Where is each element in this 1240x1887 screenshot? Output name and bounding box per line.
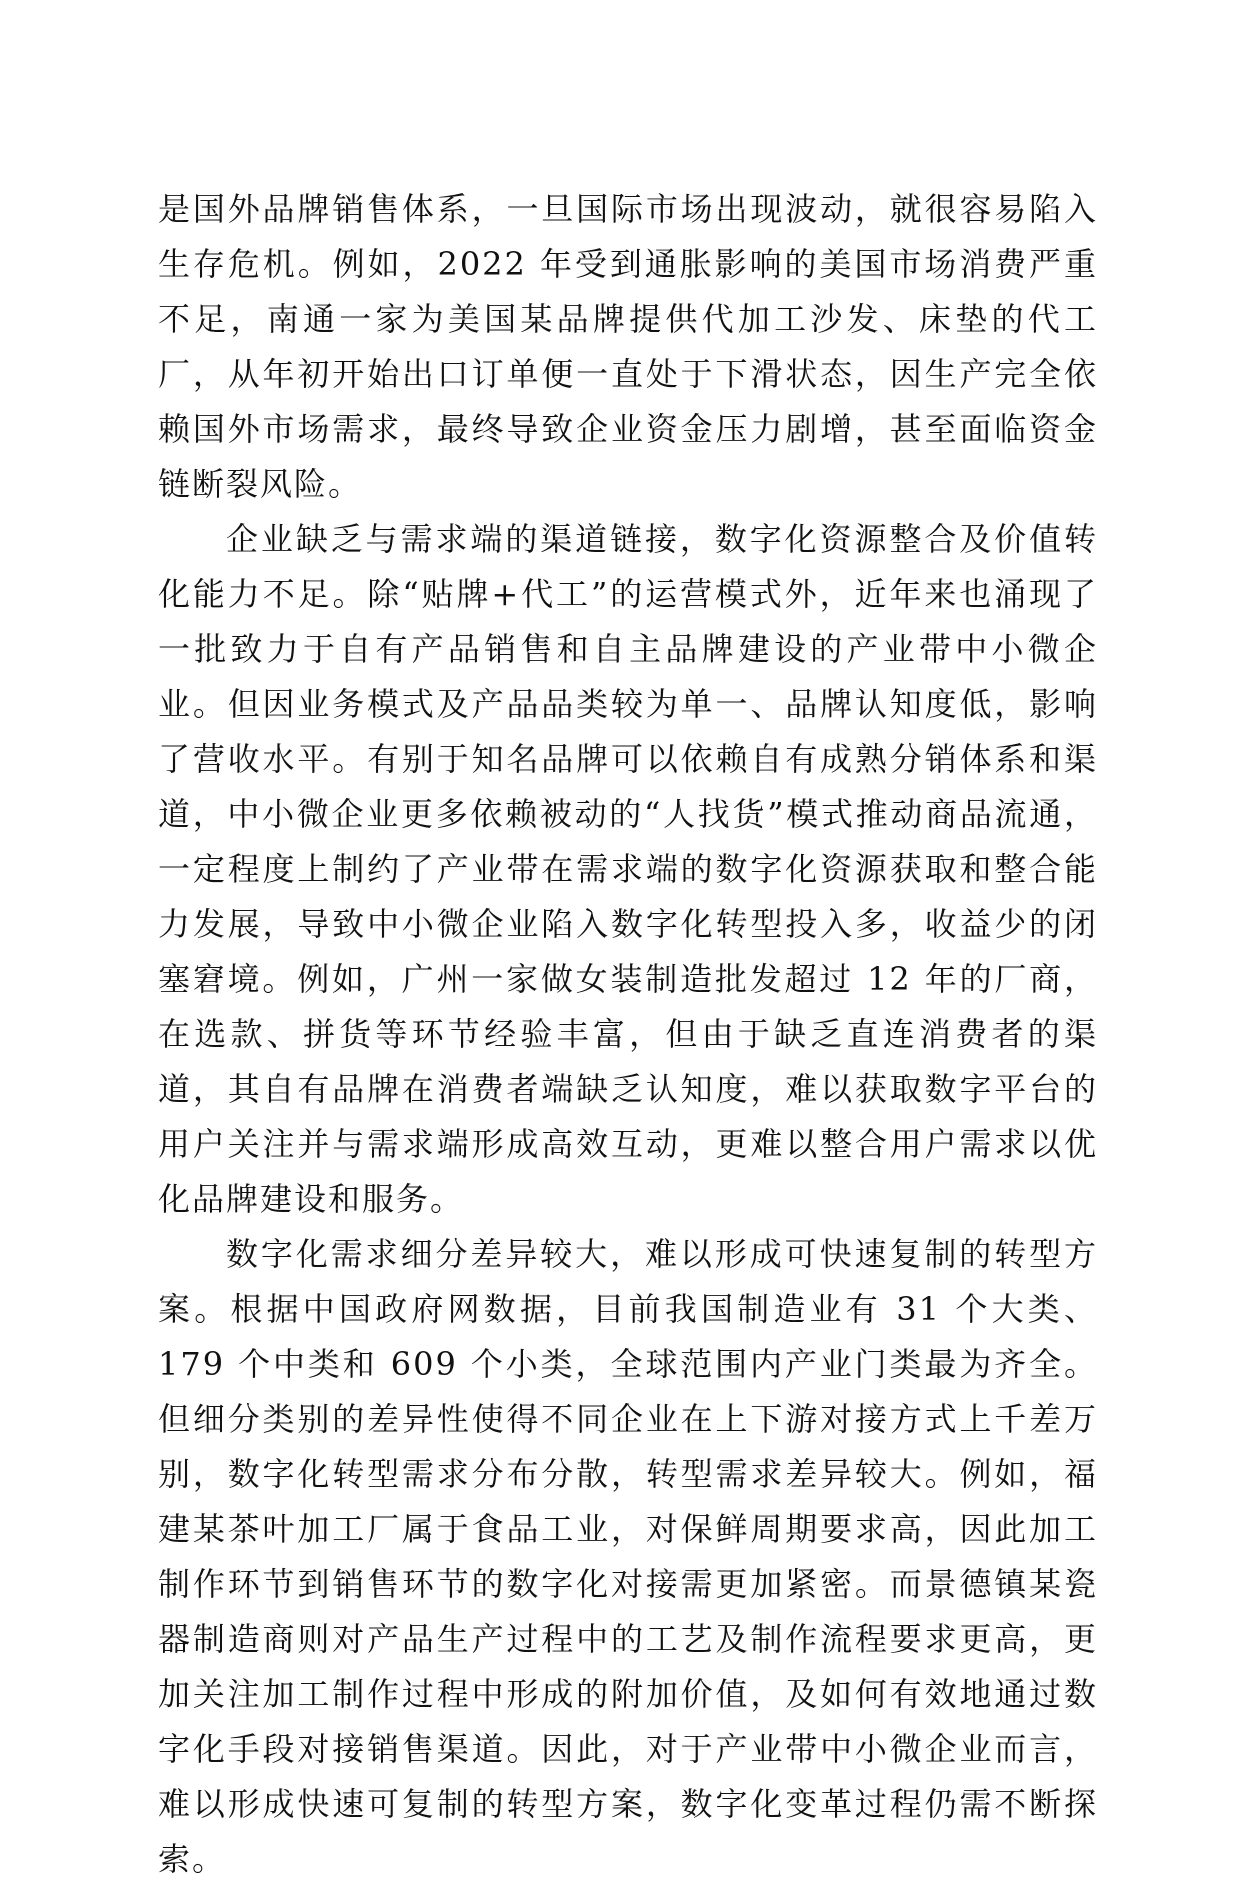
document-page: [158, 182, 1098, 1887]
paragraph-demand-differences: 数字化需求细分差异较大，难以形成可快速复制的转型方案。根据中国政府网数据，目前我国制造业有 31 个大类、179 个中类和 609 个小类，全球范围内产业门类最为齐全。但细分类别的差异性使得不同企业在上下游对接方式上千差万别，数字化转型需求分布分散，转型需求差异较大。例如，福建某茶叶加工厂属于食品工业，对保鲜周期要求高，因此加工制作环节到销售环节的数字化对接需更加紧密。而景德镇某瓷器制造商则对产品生产过程中的工艺及制作流程要求更高，更加关注加工制作过程中形成的附加价值，及如何有效地通过数字化手段对接销售渠道。因此，对于产业带中小微企业而言，难以形成快速可复制的转型方案，数字化变革过程仍需不断探索。: [158, 1235, 1098, 1878]
paragraph-continuation: 是国外品牌销售体系，一旦国际市场出现波动，就很容易陷入生存危机。例如，2022 年受到通胀影响的美国市场消费严重不足，南通一家为美国某品牌提供代加工沙发、床垫的代工厂，从年初开始出口订单便一直处于下滑状态，因生产完全依赖国外市场需求，最终导致企业资金压力剧增，甚至面临资金链断裂风险。: [158, 190, 1098, 503]
paragraph-channel-linkage: 企业缺乏与需求端的渠道链接，数字化资源整合及价值转化能力不足。除“贴牌+代工”的运营模式外，近年来也涌现了一批致力于自有产品销售和自主品牌建设的产业带中小微企业。但因业务模式及产品品类较为单一、品牌认知度低，影响了营收水平。有别于知名品牌可以依赖自有成熟分销体系和渠道，中小微企业更多依赖被动的“人找货”模式推动商品流通，一定程度上制约了产业带在需求端的数字化资源获取和整合能力发展，导致中小微企业陷入数字化转型投入多，收益少的闭塞窘境。例如，广州一家做女装制造批发超过 12 年的厂商，在选款、拼货等环节经验丰富，但由于缺乏直连消费者的渠道，其自有品牌在消费者端缺乏认知度，难以获取数字平台的用户关注并与需求端形成高效互动，更难以整合用户需求以优化品牌建设和服务。: [158, 520, 1098, 1218]
